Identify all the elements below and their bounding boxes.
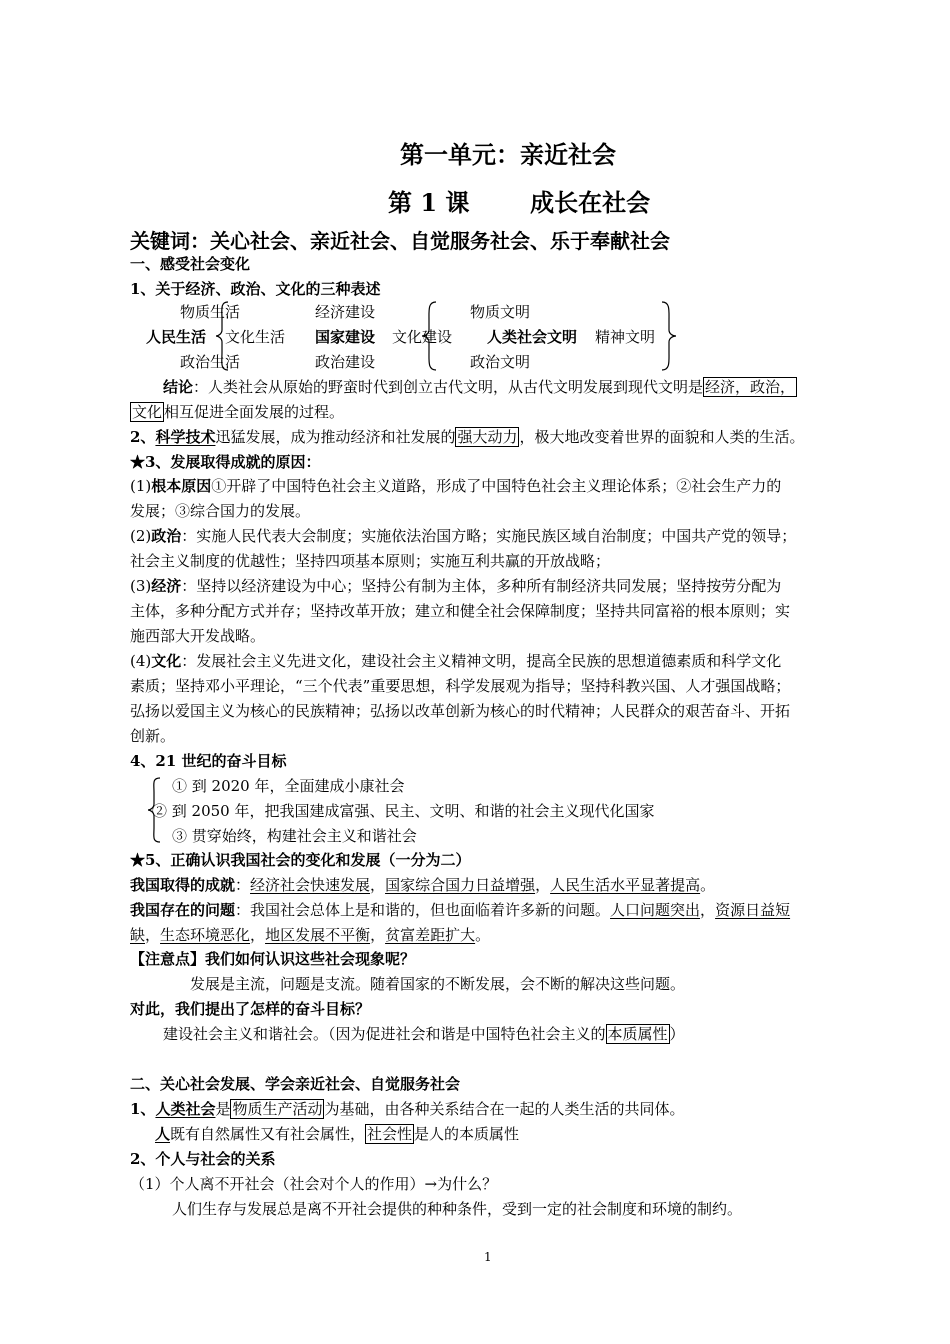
lesson-number: 第 1 课 bbox=[388, 188, 470, 217]
item-5-heading: ★5、正确认识我国社会的变化和发展（一分为二） bbox=[130, 851, 471, 869]
p4-label: 文化 bbox=[151, 652, 182, 670]
goal-item-1: ① 到 2020 年，全面建成小康社会 bbox=[172, 777, 405, 795]
item-3-p3-line-1 bbox=[130, 576, 781, 596]
section-2-heading: 二、关心社会发展、学会亲近社会、自觉服务社会 bbox=[130, 1075, 461, 1093]
conclusion-boxed-2: 文化 bbox=[132, 403, 163, 421]
item-3-heading: ★3、发展取得成就的原因： bbox=[130, 453, 321, 471]
g3-label: 人类社会文明 bbox=[487, 328, 578, 346]
s2-item-1b-text-1: 既有自然属性又有社会属性， bbox=[170, 1125, 366, 1143]
page-number: 1 bbox=[484, 1250, 492, 1264]
problem-1: 人口问题突出 bbox=[610, 901, 701, 919]
item-3-p1-line-2: 发展；③综合国力的发展。 bbox=[130, 502, 311, 520]
achievements-line bbox=[130, 875, 715, 895]
problems-text: ：我国社会总体上是和谐的，但也面临着许多新的问题。 bbox=[235, 901, 611, 919]
goal-answer-close: ） bbox=[669, 1025, 685, 1043]
problems-line-2 bbox=[130, 925, 490, 945]
p3-num: (3) bbox=[130, 577, 152, 595]
problems-line-1 bbox=[130, 900, 790, 920]
problem-4: 地区发展不平衡 bbox=[265, 926, 371, 944]
sep: ， bbox=[535, 876, 551, 894]
achievement-2: 国家综合国力日益增强 bbox=[385, 876, 536, 894]
problem-5: 贫富差距扩大 bbox=[385, 926, 476, 944]
item-3-p4-line-3: 弘扬以爱国主义为核心的民族精神；弘扬以改革创新为核心的时代精神；人民群众的艰苦奋斗、开拓 bbox=[130, 702, 791, 720]
s2-item-1-term: 人类社会 bbox=[155, 1100, 216, 1118]
section-1-heading: 一、感受社会变化 bbox=[130, 255, 251, 273]
goal-answer-text: 建设社会主义和谐社会。（因为促进社会和谐是中国特色社会主义的 bbox=[163, 1025, 606, 1043]
sep: ， bbox=[370, 876, 386, 894]
p3-label: 经济 bbox=[151, 577, 182, 595]
s2-item-1b-term: 人 bbox=[155, 1125, 171, 1143]
unit-title: 第一单元：亲近社会 bbox=[400, 140, 616, 169]
p4-text-1: ：发展社会主义先进文化，建设社会主义精神文明，提高全民族的思想道德素质和科学文化 bbox=[181, 652, 782, 670]
item-2-boxed: 强大动力 bbox=[457, 428, 518, 446]
p2-text-1: ：实施人民代表大会制度；实施依法治国方略；实施民族区域自治制度；中国共产党的领导； bbox=[181, 527, 797, 545]
g2-item-c: 政治建设 bbox=[315, 353, 376, 371]
g3-item-a: 物质文明 bbox=[470, 303, 531, 321]
item-2-text-1: 迅猛发展，成为推动经济和社发展的 bbox=[215, 428, 456, 446]
item-1-heading: 1、关于经济、政治、文化的三种表述 bbox=[130, 280, 381, 298]
item-2-term: 科学技术 bbox=[155, 428, 216, 446]
achievement-1: 经济社会快速发展 bbox=[250, 876, 371, 894]
conclusion-line-2 bbox=[130, 402, 344, 422]
sep: ， bbox=[145, 926, 161, 944]
item-3-p2-line-1 bbox=[130, 526, 796, 546]
item-3-p2-line-2: 社会主义制度的优越性；坚持四项基本原则；实施互利共赢的开放战略； bbox=[130, 552, 611, 570]
s2-item-1b-text-2: 是人的本质属性 bbox=[414, 1125, 520, 1143]
s2-item-1-line bbox=[130, 1099, 685, 1119]
s2-item-2-p1: （1）个人离不开社会（社会对个人的作用）→为什么？ bbox=[130, 1175, 498, 1193]
g2-item-b: 文化建设 bbox=[392, 328, 453, 346]
problems-label: 我国存在的问题 bbox=[130, 901, 236, 919]
item-2-line bbox=[130, 427, 805, 447]
goal-item-2: ② 到 2050 年，把我国建成富强、民主、文明、和谐的社会主义现代化国家 bbox=[152, 802, 655, 820]
g2-brace-icon bbox=[420, 300, 438, 372]
sep: ， bbox=[370, 926, 386, 944]
problem-2-part-b: 缺 bbox=[130, 926, 146, 944]
g1-item-c: 政治生活 bbox=[180, 353, 241, 371]
g1-label: 人民生活 bbox=[146, 328, 207, 346]
lesson-name: 成长在社会 bbox=[530, 188, 651, 217]
p4-num: (4) bbox=[130, 652, 152, 670]
keywords-line: 关键词：关心社会、亲近社会、自觉服务社会、乐于奉献社会 bbox=[130, 229, 670, 253]
g1-item-a: 物质生活 bbox=[180, 303, 241, 321]
goal-question: 对此，我们提出了怎样的奋斗目标？ bbox=[130, 1000, 371, 1018]
achievements-label: 我国取得的成就 bbox=[130, 876, 236, 894]
p1-text-1: ①开辟了中国特色社会主义道路，形成了中国特色社会主义理论体系；②社会生产力的 bbox=[211, 477, 782, 495]
conclusion-boxed-1: 经济，政治， bbox=[705, 378, 796, 396]
item-2-text-2: ，极大地改变着世界的面貌和人类的生活。 bbox=[519, 428, 805, 446]
s2-item-1-boxed: 物质生产活动 bbox=[232, 1100, 323, 1118]
item-4-heading: 4、21 世纪的奋斗目标 bbox=[130, 752, 287, 770]
period: 。 bbox=[700, 876, 716, 894]
problem-3: 生态环境恶化 bbox=[160, 926, 251, 944]
s2-item-1b-boxed: 社会性 bbox=[367, 1125, 413, 1143]
p3-text-1: ：坚持以经济建设为中心；坚持公有制为主体，多种所有制经济共同发展；坚持按劳分配为 bbox=[181, 577, 782, 595]
p2-label: 政治 bbox=[151, 527, 182, 545]
s2-item-1-prefix: 1、 bbox=[130, 1100, 156, 1118]
item-3-p3-line-2: 主体，多种分配方式并存；坚持改革开放；建立和健全社会保障制度；坚持共同富裕的根本原则；实 bbox=[130, 602, 791, 620]
goal-boxed: 本质属性 bbox=[607, 1025, 668, 1043]
goal-item-3: ③ 贯穿始终，构建社会主义和谐社会 bbox=[172, 827, 417, 845]
s2-item-2-p1-answer: 人们生存与发展总是离不开社会提供的种种条件，受到一定的社会制度和环境的制约。 bbox=[172, 1200, 743, 1218]
conclusion-tail: 相互促进全面发展的过程。 bbox=[164, 403, 345, 421]
sep: ， bbox=[250, 926, 266, 944]
conclusion-label: 结论 bbox=[163, 378, 194, 396]
g2-label: 国家建设 bbox=[315, 328, 376, 346]
achievement-3: 人民生活水平显著提高 bbox=[550, 876, 701, 894]
g3-item-b: 精神文明 bbox=[595, 328, 656, 346]
s2-item-1-text-1: 是 bbox=[215, 1100, 231, 1118]
s2-item-1b-line bbox=[155, 1124, 519, 1144]
g1-brace-icon bbox=[214, 300, 230, 372]
problem-2-part-a: 资源日益短 bbox=[715, 901, 791, 919]
period: 。 bbox=[475, 926, 491, 944]
note-question: 【注意点】我们如何认识这些社会现象呢？ bbox=[130, 950, 416, 968]
g3-item-c: 政治文明 bbox=[470, 353, 531, 371]
item-2-prefix: 2、 bbox=[130, 428, 156, 446]
achievements-colon: ： bbox=[235, 876, 251, 894]
note-answer: 发展是主流，问题是支流。随着国家的不断发展，会不断的解决这些问题。 bbox=[190, 975, 686, 993]
conclusion-line-1 bbox=[163, 377, 797, 397]
g1-item-b: 文化生活 bbox=[225, 328, 286, 346]
p1-label: 根本原因 bbox=[151, 477, 212, 495]
item-3-p4-line-4: 创新。 bbox=[130, 727, 176, 745]
g2-item-a: 经济建设 bbox=[315, 303, 376, 321]
s2-item-2-heading: 2、个人与社会的关系 bbox=[130, 1150, 276, 1168]
item-3-p3-line-3: 施西部大开发战略。 bbox=[130, 627, 266, 645]
sep: ， bbox=[700, 901, 716, 919]
p1-num: (1) bbox=[130, 477, 152, 495]
item-3-p4-line-1 bbox=[130, 651, 781, 671]
goal-answer bbox=[163, 1024, 685, 1044]
item-3-p4-line-2: 素质；坚持邓小平理论，“三个代表”重要思想，科学发展观为指导；坚持科教兴国、人才强国战略； bbox=[130, 677, 791, 695]
g3-brace-icon bbox=[660, 300, 678, 372]
p2-num: (2) bbox=[130, 527, 152, 545]
s2-item-1-text-2: 为基础，由各种关系结合在一起的人类生活的共同体。 bbox=[324, 1100, 685, 1118]
lesson-title bbox=[388, 183, 650, 218]
item-3-p1-line-1 bbox=[130, 476, 781, 496]
conclusion-text: ：人类社会从原始的野蛮时代到创立古代文明，从古代文明发展到现代文明是 bbox=[193, 378, 704, 396]
